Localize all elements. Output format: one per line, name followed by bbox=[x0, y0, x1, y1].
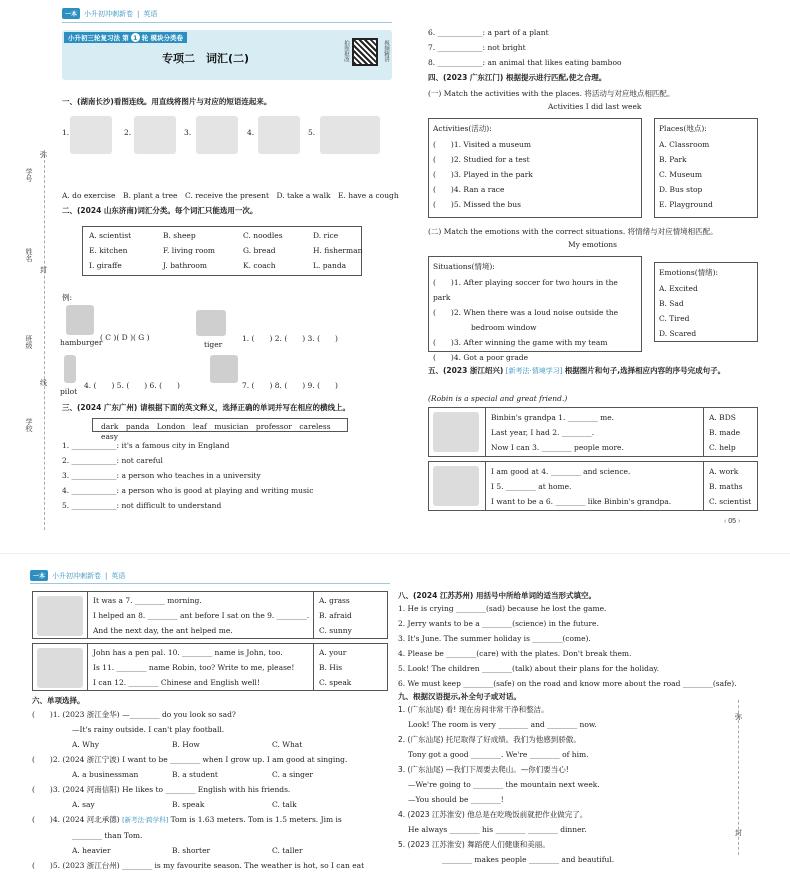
ant-icon bbox=[37, 596, 83, 636]
list-item: ( )4. Ran a race bbox=[433, 185, 505, 194]
list-item: 2. Jerry wants to be a ________(science) in the future. bbox=[398, 619, 599, 628]
picture-walk-icon bbox=[320, 116, 380, 154]
s8-list bbox=[398, 601, 738, 691]
tiger-label: tiger bbox=[204, 340, 223, 349]
review-label: 小升初三轮复习法 第 1 轮 模块分类卷 bbox=[64, 32, 187, 43]
s4-part2-title: My emotions bbox=[568, 240, 617, 249]
qr-code-icon[interactable] bbox=[352, 38, 378, 66]
list-item: ( )1. After playing soccer for two hours in the park bbox=[433, 278, 618, 302]
margin-xuexiao: 学校 bbox=[25, 418, 33, 432]
margin-xian: 线 bbox=[40, 379, 47, 387]
header-rule bbox=[62, 22, 392, 23]
microscope-icon bbox=[433, 466, 479, 506]
s2-title: 二、(2024 山东济南)词汇分类。每个词汇只能选用一次。 bbox=[62, 206, 258, 215]
robot-icon bbox=[433, 412, 479, 452]
qr-left-label: 拍照批改 bbox=[343, 40, 349, 62]
hamburger-icon bbox=[66, 305, 94, 335]
list-item: ( )1. Visited a museum bbox=[433, 140, 531, 149]
margin-mi: 弥 bbox=[40, 151, 47, 159]
s5-group-1: Binbin's grandpa 1. ________ me. Last year, I had 2. ________. Now I can 3. ________ people more. A. BDS B. made C. help bbox=[428, 407, 758, 457]
hamburger-label: hamburger bbox=[60, 338, 103, 347]
s5-subtitle: (Robin is a special and great friend.) bbox=[428, 394, 568, 403]
s2-row2: 4. ( ) 5. ( ) 6. ( ) bbox=[84, 381, 180, 390]
s1-options: A. do exercise B. plant a tree C. receive the present D. take a walk E. have a cough bbox=[62, 191, 399, 200]
margin-xingming: 姓名 bbox=[25, 248, 33, 262]
picture-tree-icon bbox=[134, 116, 176, 154]
list-item: 4. ____________: a person who is good at playing and writing music bbox=[62, 486, 314, 495]
list-item: 7. ____________: not bright bbox=[428, 43, 526, 52]
list-item: 5. Look! The children ________(talk) about their plans for the holiday. bbox=[398, 664, 660, 673]
s9-title: 九、根据汉语提示,补全句子或对话。 bbox=[398, 692, 521, 701]
s4-part1-title: Activities I did last week bbox=[548, 102, 642, 111]
s3-title: 三、(2024 广东广州) 请根据下面的英文释义，选择正确的单词并写在相应的横线上。 bbox=[62, 403, 350, 412]
page-title: 专项二 词汇(二) bbox=[162, 52, 250, 65]
list-item: ( )3. Played in the park bbox=[433, 170, 533, 179]
page-number: ‹ 05 › bbox=[724, 518, 741, 525]
book-title: 小升初冲刺新卷 bbox=[84, 9, 134, 18]
s2-row1: 1. ( ) 2. ( ) 3. ( ) bbox=[242, 334, 338, 343]
s2-row3: 7. ( ) 8. ( ) 9. ( ) bbox=[242, 381, 338, 390]
list-item: ( )2. When there was a loud noise outside the bbox=[433, 308, 619, 317]
margin-feng: 封 bbox=[40, 266, 47, 274]
list-item: 1. He is crying ________(sad) because he lost the game. bbox=[398, 604, 607, 613]
page-header-1: 一本 小升初冲刺新卷 | 英语 bbox=[62, 8, 157, 19]
list-item: 2. ____________: not careful bbox=[62, 456, 163, 465]
list-item: 3. ____________: a person who teaches in a university bbox=[62, 471, 261, 480]
qr-right-label: 视频精讲 bbox=[383, 40, 389, 62]
list-item: 5. ____________: not difficult to understand bbox=[62, 501, 222, 510]
s5-group-3: It was a 7. ________ morning. I helped an 8. ________ ant before I sat on the 9. ________. And the next day, the ant helped me. A. grass B. afraid C. sunny bbox=[32, 591, 388, 639]
margin-xuehao: 学号 bbox=[25, 168, 33, 182]
example-answers: ( C )( D )( G ) bbox=[100, 333, 150, 342]
pilot-label: pilot bbox=[60, 387, 78, 396]
brand-tag: 一本 bbox=[62, 8, 80, 19]
s2-word-box: A. scientist B. sheep C. noodles D. rice E. kitchen F. living room G. bread H. fisherman I. giraffe J. bathroom K. coach L. panda bbox=[82, 226, 362, 276]
list-item: 1. ____________: it's a famous city in England bbox=[62, 441, 230, 450]
pilot-icon bbox=[64, 355, 76, 383]
title-banner bbox=[62, 30, 392, 80]
s9-list: 1. (广东汕尾) 看! 现在房间非常干净和整洁。 Look! The room is very ________ and ________ now. 2. (广东汕尾) 托尼取得了好成绩。我们为他感到骄傲。 Tony got a good ________. We're ________ of him. 3. (广东汕尾) —我们下周要去爬山。—你们要当心! —We're going to ________ the mountain next week. —You should be ________! 4. (2023 江苏淮安) 他总是在吃晚饭前就把作业做完了。 He always ________ his ________ ________ dinner. 5. (2023 江苏淮安) 舞蹈使人们健康和美丽。 ________ makes people ________ and beautiful. bbox=[398, 705, 615, 864]
list-item: ( )3. After winning the game with my team bbox=[433, 338, 608, 347]
list-item: 6. We must keep ________(safe) on the road and know more about the road ________(safe). bbox=[398, 679, 737, 688]
list-item: 4. Please be ________(care) with the plates. Don't break them. bbox=[398, 649, 632, 658]
list-item: 6. ____________: a part of a plant bbox=[428, 28, 549, 37]
list-item: ( )4. Got a poor grade bbox=[433, 353, 529, 362]
list-item: ( )2. Studied for a test bbox=[433, 155, 530, 164]
margin-feng-2: 封 bbox=[735, 829, 742, 837]
letter-icon bbox=[37, 648, 83, 688]
s6-questions: ( )1. (2023 浙江金华) —________ do you look so sad? —It's rainy outside. I can't play football. A. Why B. How C. What ( )2. (2024 浙江宁波) I want to be ________ when I grow up. I am good at singing. A. a businessman B. a student C. a singer ( )3. (2024 河南信阳) He likes to ________ English with his friends. A. say B. speak C. talk ( )4. (2024 河北承德) [新考法·跨学科] Tom is 1.63 meters. Tom is 1.5 meters. Jim is ________ than Tom. A. heavier B. shorter C. taller ( )5. (2023 浙江台州) ________ is my favourite season. The weather is hot, so I can eat bbox=[32, 710, 365, 870]
places-box: Places(地点): A. Classroom B. Park C. Museum D. Bus stop E. Playground bbox=[654, 118, 758, 218]
subject: 英语 bbox=[143, 9, 158, 18]
margin-mi-2: 弥 bbox=[735, 713, 742, 721]
list-item: 3. It's June. The summer holiday is ________(come). bbox=[398, 634, 591, 643]
list-item: ( )5. Missed the bus bbox=[433, 200, 521, 209]
s5-tag: [新考法·情境学习] bbox=[505, 367, 563, 375]
s4-title: 四、(2023 广东江门) 根据提示进行匹配,使之合理。 bbox=[428, 73, 607, 82]
s4-part2: (二) Match the emotions with the correct situations. 将情绪与对应情境相匹配。 bbox=[428, 227, 718, 236]
s4-part1: (一) Match the activities with the places. 将活动与对应地点相匹配。 bbox=[428, 89, 675, 98]
emotions-box: Emotions(情绪): A. Excited B. Sad C. Tired D. Scared bbox=[654, 262, 758, 342]
page-header-2: 一本 小升初冲刺新卷 | 英语 bbox=[30, 570, 125, 581]
s1-title: 一、(湖南长沙)看图连线。用直线将图片与对应的短语连起来。 bbox=[62, 97, 272, 106]
s3b-list bbox=[428, 25, 758, 70]
page-divider bbox=[0, 553, 790, 554]
situations-box: Situations(情境): ( )1. After playing soccer for two hours in the park ( )2. When there was a loud noise outside the bedroom window ( )3. After winning the game with my team ( )4. Got a poor grade bbox=[428, 256, 642, 352]
picture-exercise-icon bbox=[70, 116, 112, 154]
building-icon bbox=[210, 355, 238, 383]
picture-present-icon bbox=[258, 116, 300, 154]
margin-banji: 班级 bbox=[25, 335, 33, 349]
s6-title: 六、单项选择。 bbox=[32, 696, 85, 705]
tiger-icon bbox=[196, 310, 226, 336]
s1-pictures: 1. 2. 3. 4. 5. bbox=[62, 112, 392, 157]
s2-example-label: 例: bbox=[62, 293, 73, 302]
s5-group-2: I am good at 4. ________ and science. I 5. ________ at home. I want to be a 6. ________ like Binbin's grandpa. A. work B. maths C. scientist bbox=[428, 461, 758, 511]
s5-title: 五、(2023 浙江绍兴) [新考法·情境学习] 根据图片和句子,选择相应内容的序号完成句子。 bbox=[428, 366, 726, 375]
list-item: 8. ____________: an animal that likes eating bamboo bbox=[428, 58, 622, 67]
s8-title: 八、(2024 江苏苏州) 用括号中所给单词的适当形式填空。 bbox=[398, 591, 596, 600]
s3-list bbox=[62, 438, 392, 513]
binding-line bbox=[44, 150, 45, 530]
picture-cough-icon bbox=[196, 116, 238, 154]
activities-box: Activities(活动): ( )1. Visited a museum ( )2. Studied for a test ( )3. Played in the park ( )4. Ran a race ( )5. Missed the bus bbox=[428, 118, 642, 218]
s3-word-bank: dark panda London leaf musician professor careless easy bbox=[92, 418, 348, 432]
s5-group-4: John has a pen pal. 10. ________ name is John, too. Is 11. ________ name Robin, too? Write to me, please! I can 12. ________ Chinese and English well! A. your B. His C. speak bbox=[32, 643, 388, 691]
